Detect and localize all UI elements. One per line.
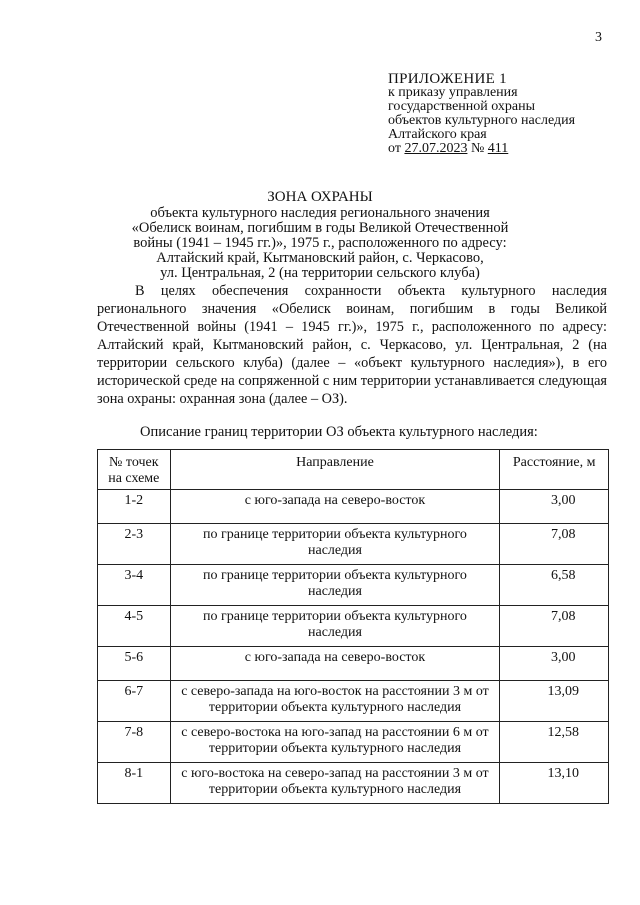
distance-value: 3,00 [550,493,576,508]
body-paragraph: В целях обеспечения сохранности объекта культурного наследия регионального значения «Обелиск воинам, погибшим в годы Великой Отечественной войны (1941 – 1945 гг.)», 1975 г., расположенного по адресу: Алтайский край, Кытмановский район, с. Черкасово, ул. Центральная, 2 (на территории сельского клуба) (далее – «объект культурного наследия»), в его исторической среде на сопряженной с ним территории устанавливается следующая зона охраны: охранная зона (далее – ОЗ). [97,283,607,407]
appendix-line: государственной охраны [388,99,536,114]
cell-distance [500,606,609,647]
cell-distance [500,647,609,681]
appendix-date-line [388,142,628,156]
zone-line: Алтайский край, Кытмановский район, с. Черкасово, [156,250,484,266]
cell-direction: по границе территории объекта культурного наследия [170,565,500,606]
cell-direction: с юго-запада на северо-восток [170,490,500,524]
cell-direction: с северо-запада на юго-восток на расстоянии 3 м от территории объекта культурного наследия [170,681,500,722]
cell-distance [500,565,609,606]
cell-points: 1-2 [98,490,171,524]
cell-points: 6-7 [98,681,171,722]
zone-heading [120,190,520,281]
distance-value: 12,58 [547,725,579,740]
borders-table [97,449,609,804]
header-points: № точек на схеме [98,450,171,490]
cell-direction: по границе территории объекта культурного наследия [170,524,500,565]
table-row [98,763,609,804]
table-row [98,490,609,524]
cell-direction: с юго-запада на северо-восток [170,647,500,681]
cell-distance [500,763,609,804]
zone-line: «Обелиск воинам, погибшим в годы Великой Отечественной [131,220,509,236]
cell-distance [500,490,609,524]
distance-value: 13,09 [547,684,579,699]
header-direction: Направление [170,450,500,490]
table-caption: Описание границ территории ОЗ объекта культурного наследия: [140,424,538,440]
zone-line: войны (1941 – 1945 гг.)», 1975 г., расположенного по адресу: [133,235,507,251]
distance-value: 3,00 [550,650,576,665]
cell-distance [500,524,609,565]
cell-points: 7-8 [98,722,171,763]
distance-value: 6,58 [550,568,576,583]
cell-points: 5-6 [98,647,171,681]
cell-direction: с северо-востока на юго-запад на расстоянии 6 м от территории объекта культурного наследия [170,722,500,763]
table-row [98,722,609,763]
distance-value: 13,10 [547,766,579,781]
cell-points: 2-3 [98,524,171,565]
order-number: 411 [487,141,509,156]
cell-direction: с юго-востока на северо-запад на расстоянии 3 м от территории объекта культурного наследия [170,763,500,804]
distance-value: 7,08 [550,527,576,542]
appendix-title: ПРИЛОЖЕНИЕ 1 [388,71,507,87]
zone-title: ЗОНА ОХРАНЫ [267,189,373,205]
table-row [98,565,609,606]
cell-points: 4-5 [98,606,171,647]
cell-points: 8-1 [98,763,171,804]
cell-direction: по границе территории объекта культурного наследия [170,606,500,647]
cell-distance [500,681,609,722]
table-row [98,606,609,647]
zone-line: объекта культурного наследия регионального значения [150,205,490,221]
body-text [97,282,607,408]
table-row [98,681,609,722]
appendix-line: Алтайского края [388,127,487,142]
distance-value: 7,08 [550,609,576,624]
table-row [98,647,609,681]
table-header-row [98,450,609,490]
table-row [98,524,609,565]
page-number: 3 [595,30,602,45]
cell-distance [500,722,609,763]
cell-points: 3-4 [98,565,171,606]
number-prefix: № [467,141,488,156]
date-prefix: от [388,141,405,156]
appendix-line: к приказу управления [388,85,518,100]
order-date: 27.07.2023 [404,141,468,156]
zone-line: ул. Центральная, 2 (на территории сельского клуба) [160,265,480,281]
appendix-block [388,72,628,156]
header-distance: Расстояние, м [500,450,609,490]
appendix-line: объектов культурного наследия [388,113,576,128]
